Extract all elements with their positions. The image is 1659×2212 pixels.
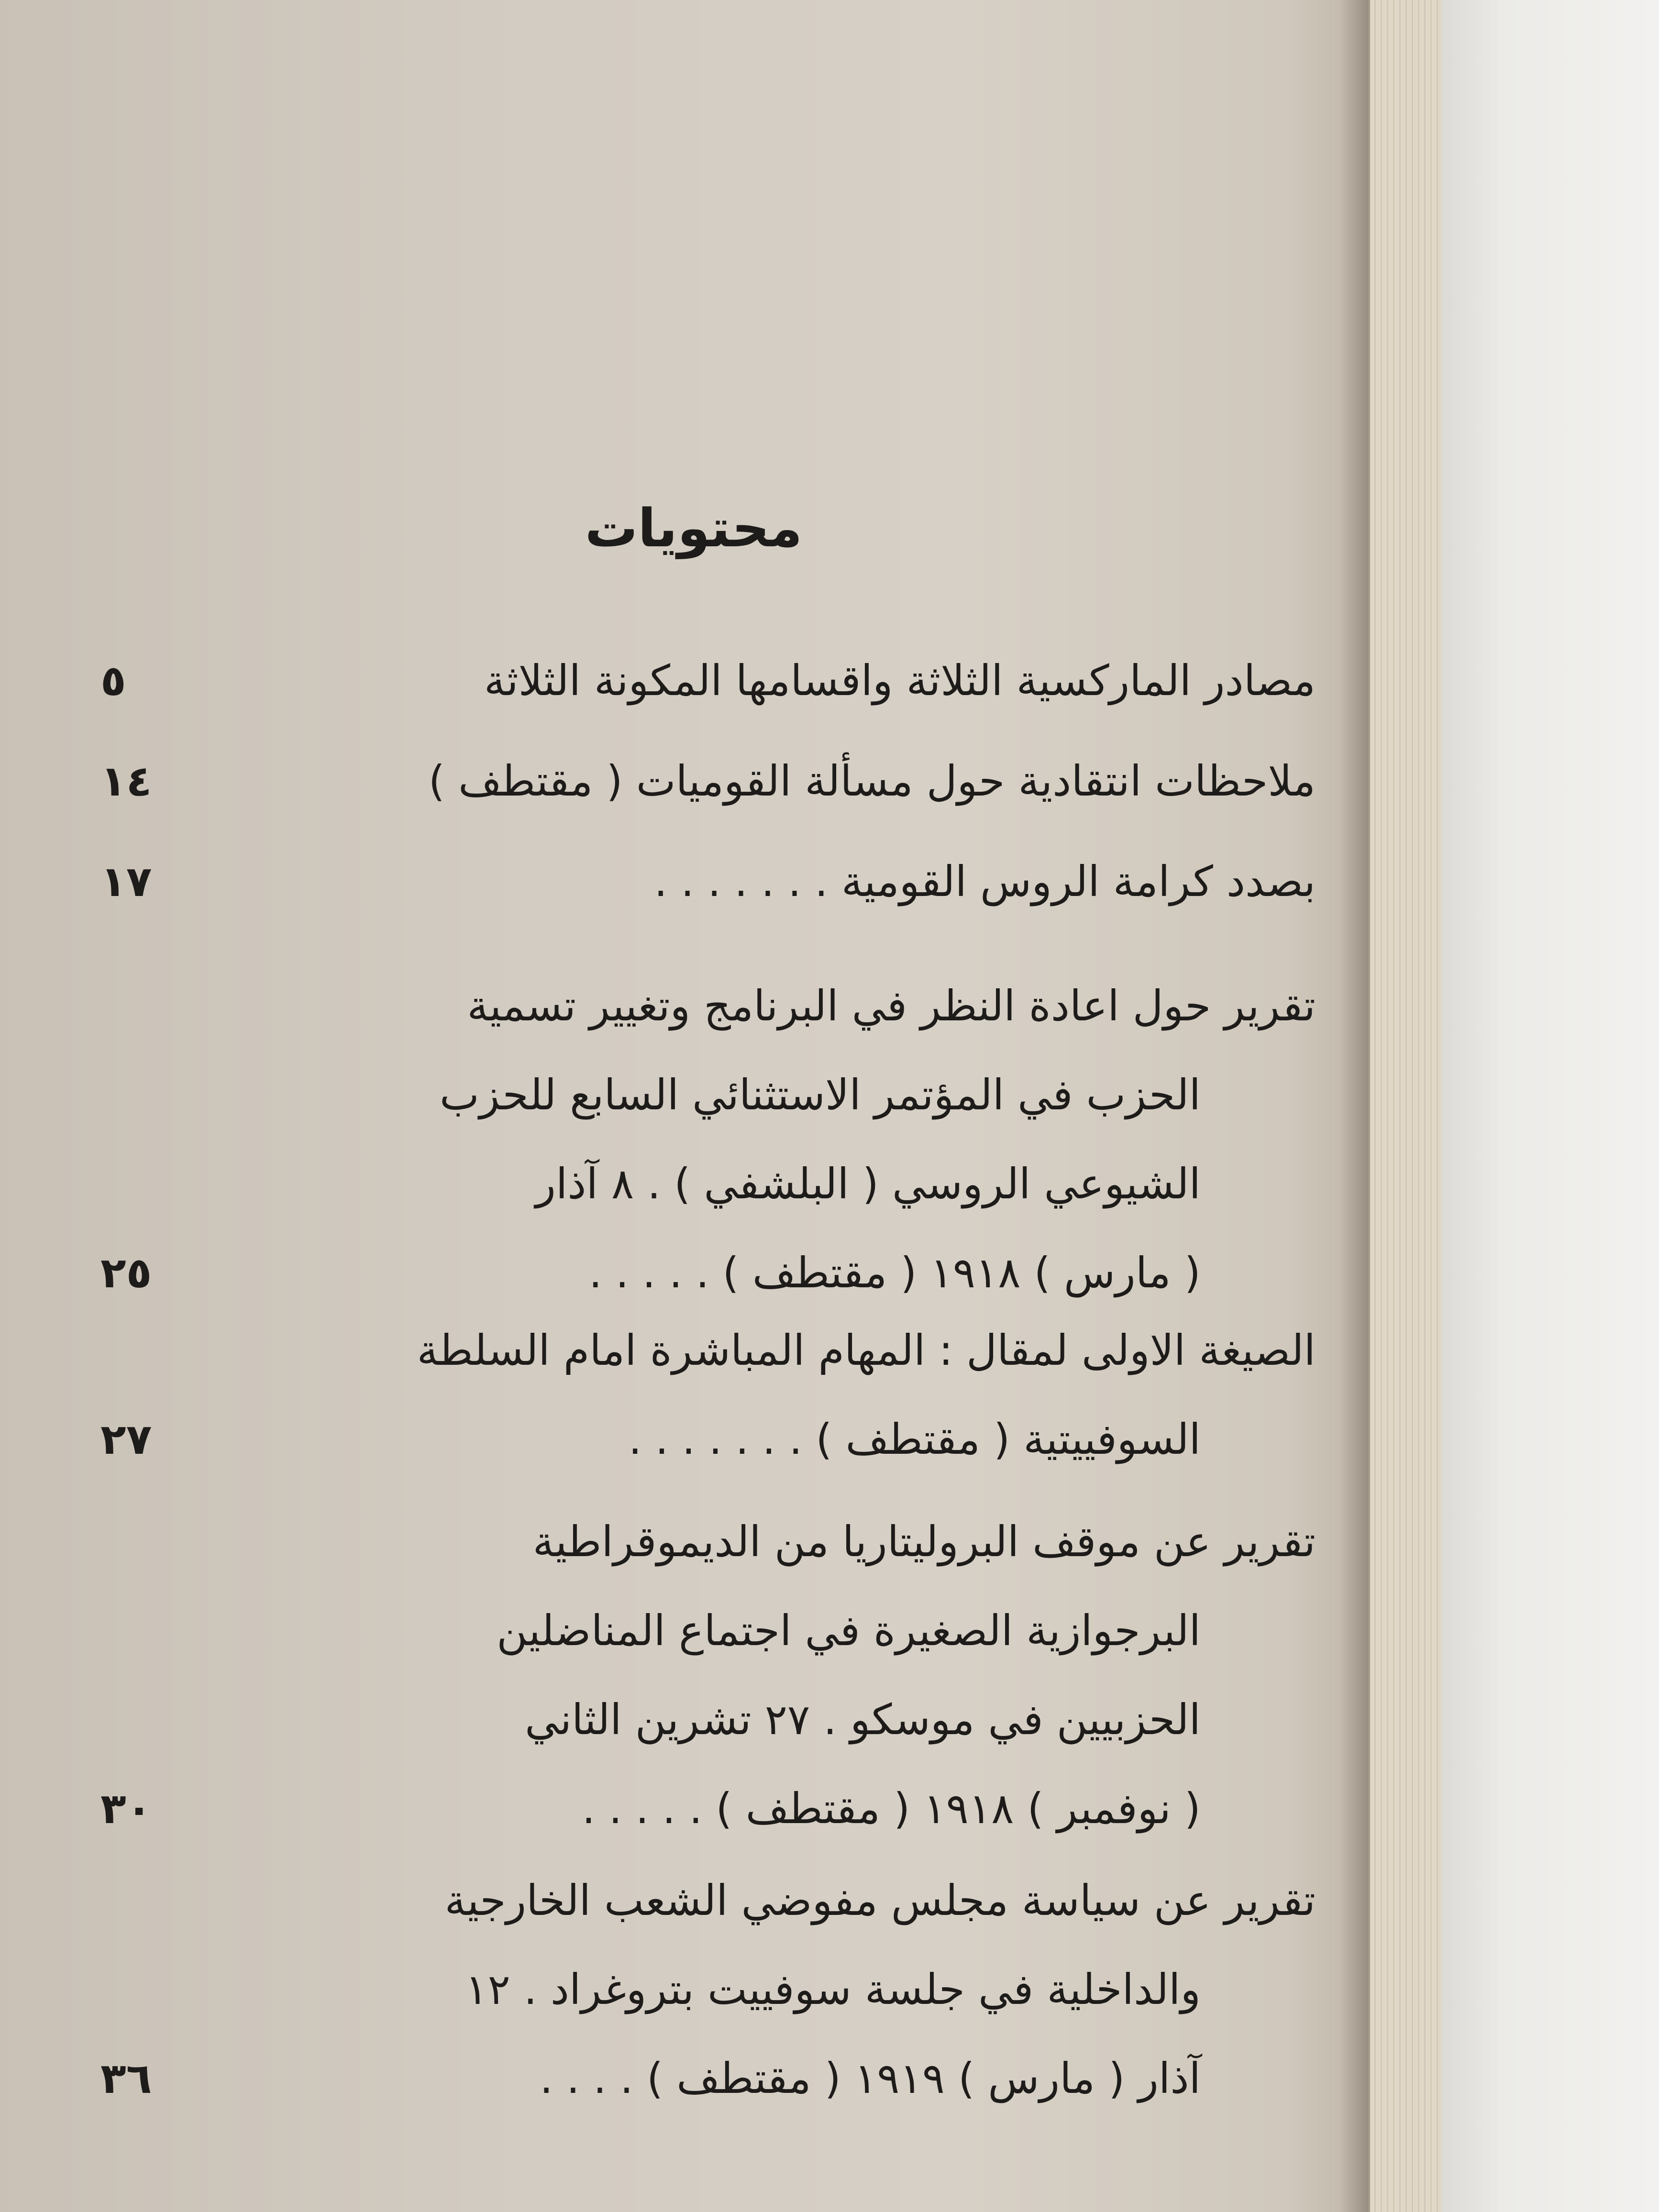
toc-entry-line: الحزب في المؤتمر الاستثنائي السابع للحزب bbox=[439, 1070, 1201, 1119]
toc-entry-title bbox=[273, 1306, 1316, 1484]
toc-entry-title bbox=[273, 837, 1316, 926]
toc-page-number: ٢٥ bbox=[100, 1248, 152, 1297]
toc-entry-line: آذار ( مارس ) ١٩١٩ ( مقتطف ) . . . . bbox=[540, 2054, 1201, 2103]
toc-page-number: ٢٧ bbox=[100, 1415, 152, 1464]
toc-entry-title bbox=[273, 1497, 1316, 1853]
toc-title: محتويات bbox=[585, 498, 803, 559]
toc-entry-title bbox=[273, 737, 1316, 826]
toc-entry-title bbox=[273, 636, 1316, 725]
toc-entry-line: البرجوازية الصغيرة في اجتماع المناضلين bbox=[497, 1606, 1201, 1655]
page-curl-shadow bbox=[1339, 0, 1368, 2212]
toc-entry-line: ملاحظات انتقادية حول مسألة القوميات ( مقتطف ) bbox=[428, 756, 1316, 806]
toc-entry-line: الشيوعي الروسي ( البلشفي ) . ٨ آذار bbox=[535, 1159, 1201, 1208]
toc-entry-line: السوفييتية ( مقتطف ) . . . . . . . bbox=[628, 1415, 1201, 1464]
toc-page-number: ١٤ bbox=[100, 756, 152, 806]
toc-page-number: ٣٦ bbox=[100, 2054, 152, 2103]
toc-page-number: ٣٠ bbox=[100, 1784, 152, 1833]
toc-entry-line: ( نوفمبر ) ١٩١٨ ( مقتطف ) . . . . . bbox=[582, 1784, 1201, 1833]
book-page-edges bbox=[1368, 0, 1442, 2212]
toc-entry-line: الحزبيين في موسكو . ٢٧ تشرين الثاني bbox=[525, 1695, 1201, 1744]
toc-entry-line: الصيغة الاولى لمقال : المهام المباشرة امام السلطة bbox=[417, 1326, 1316, 1375]
toc-entry-line: تقرير حول اعادة النظر في البرنامج وتغيير تسمية bbox=[467, 981, 1316, 1030]
toc-entry-line: تقرير عن سياسة مجلس مفوضي الشعب الخارجية bbox=[444, 1876, 1316, 1925]
toc-entry-line: والداخلية في جلسة سوفييت بتروغراد . ١٢ bbox=[465, 1965, 1201, 2014]
toc-entry-line: تقرير عن موقف البروليتاريا من الديموقراطية bbox=[532, 1517, 1316, 1566]
toc-page-number: ١٧ bbox=[100, 857, 152, 906]
toc-entry-title bbox=[273, 962, 1316, 1317]
toc-entry-title bbox=[273, 1856, 1316, 2123]
toc-entry-line: مصادر الماركسية الثلاثة واقسامها المكونة الثلاثة bbox=[484, 656, 1316, 705]
table-background bbox=[1440, 0, 1659, 2212]
toc-entry-line: بصدد كرامة الروس القومية . . . . . . . bbox=[654, 857, 1316, 906]
toc-entry-line: ( مارس ) ١٩١٨ ( مقتطف ) . . . . . bbox=[588, 1248, 1201, 1297]
toc-page-number: ٥ bbox=[100, 656, 126, 705]
